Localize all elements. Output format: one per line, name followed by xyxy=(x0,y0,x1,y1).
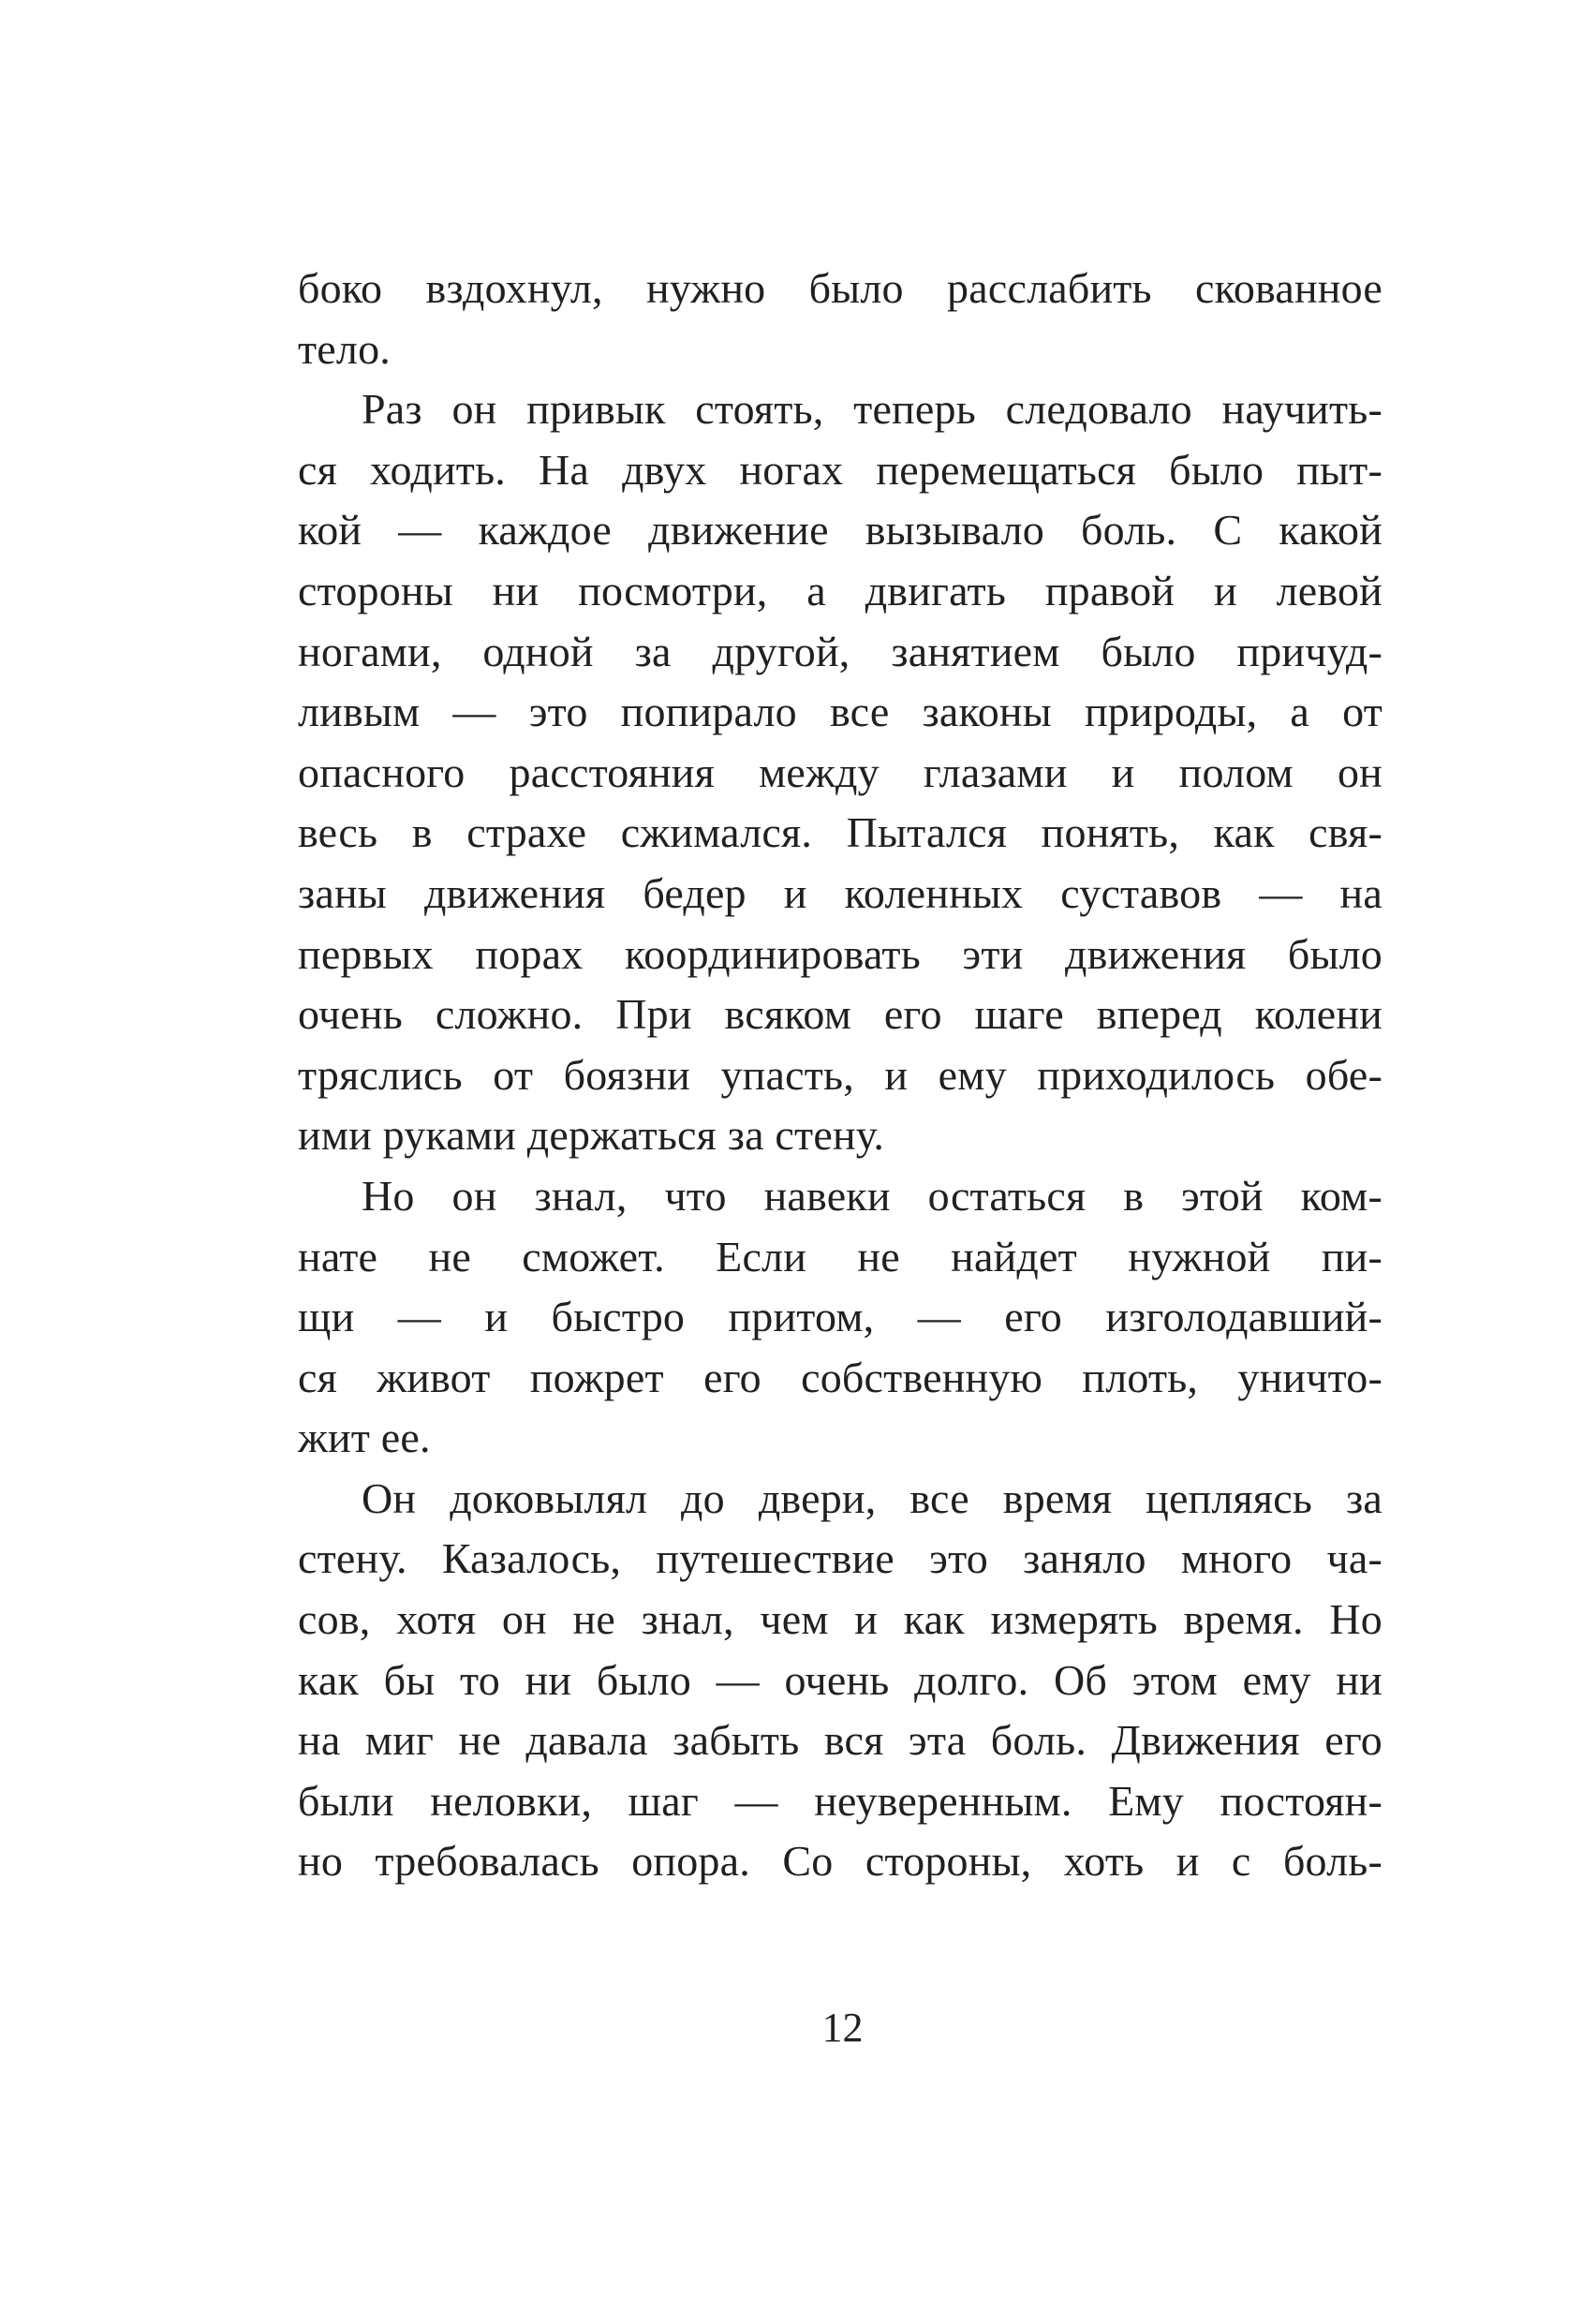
text-line: тело. xyxy=(298,324,391,373)
text-line: очень сложно. При всяком его шаге вперед колени xyxy=(298,990,1382,1039)
text-line: ся живот пожрет его собственную плоть, уничто- xyxy=(298,1353,1382,1401)
text-line: ливым — это попирало все законы природы, а от xyxy=(298,688,1382,736)
text-line: ся ходить. На двух ногах перемещаться было пыт- xyxy=(298,445,1382,494)
body-text xyxy=(298,259,1382,1892)
text-line: на миг не давала забыть вся эта боль. Движения его xyxy=(298,1716,1382,1765)
text-line: ногами, одной за другой, занятием было причуд- xyxy=(298,627,1382,675)
text-line: весь в страхе сжимался. Пытался понять, как свя- xyxy=(298,808,1382,857)
text-line: нате не сможет. Если не найдет нужной пи- xyxy=(298,1232,1382,1280)
text-line: как бы то ни было — очень долго. Об этом ему ни xyxy=(298,1655,1382,1704)
text-line: но требовалась опора. Со стороны, хоть и с боль- xyxy=(298,1837,1382,1886)
text-line-paragraph-start: Но он знал, что навеки остаться в этой ком- xyxy=(362,1171,1382,1220)
text-line: заны движения бедер и коленных суставов — на xyxy=(298,868,1382,917)
text-line: боко вздохнул, нужно было расслабить скованное xyxy=(298,264,1382,312)
text-line: ими руками держаться за стену. xyxy=(298,1111,885,1160)
text-line: опасного расстояния между глазами и полом он xyxy=(298,748,1382,796)
text-line: стену. Казалось, путешествие это заняло много ча- xyxy=(298,1534,1382,1583)
page-number: 12 xyxy=(821,2005,864,2050)
text-line: жит ее. xyxy=(298,1414,431,1462)
text-line: щи — и быстро притом, — его изголодавший- xyxy=(298,1293,1382,1341)
text-line: первых порах координировать эти движения было xyxy=(298,929,1382,978)
text-line: кой — каждое движение вызывало боль. С какой xyxy=(298,506,1382,555)
text-line: тряслись от боязни упасть, и ему приходилось обе- xyxy=(298,1050,1382,1099)
text-line: стороны ни посмотри, а двигать правой и левой xyxy=(298,566,1382,614)
text-line-paragraph-start: Он доковылял до двери, все время цепляясь за xyxy=(362,1473,1382,1522)
text-line: были неловки, шаг — неуверенным. Ему постоян- xyxy=(298,1776,1382,1825)
text-line-paragraph-start: Раз он привык стоять, теперь следовало научить- xyxy=(362,385,1382,434)
text-line: сов, хотя он не знал, чем и как измерять время. Но xyxy=(298,1595,1382,1644)
